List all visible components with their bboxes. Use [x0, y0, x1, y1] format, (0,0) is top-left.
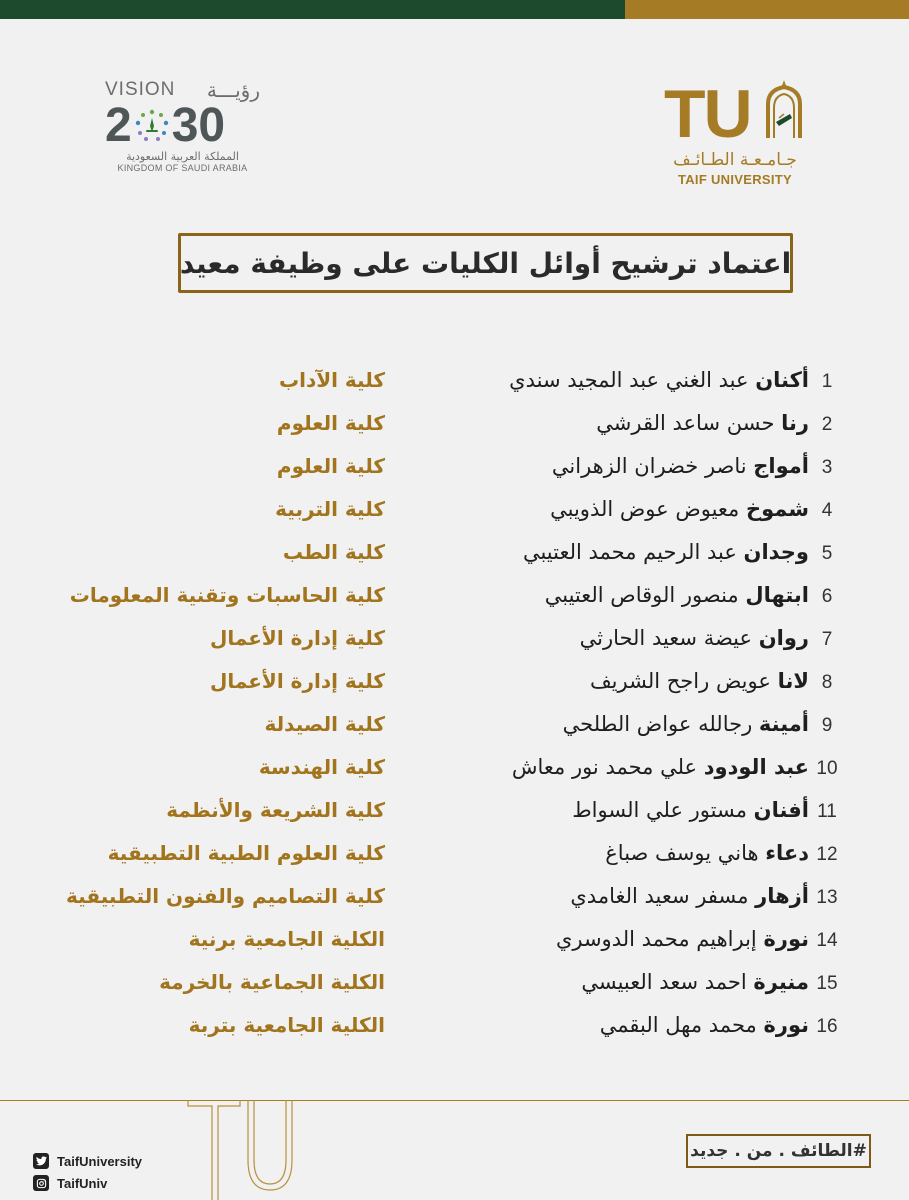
taif-university-logo: [660, 78, 810, 188]
nominee-first-name: روان: [758, 626, 809, 650]
list-item: [0, 1005, 909, 1048]
nominee-first-name: وجدان: [743, 540, 809, 564]
vision-year-right: 30: [171, 99, 226, 152]
vision-emblem-icon: [134, 108, 170, 144]
list-item: [0, 919, 909, 962]
row-number: 8: [821, 672, 833, 693]
nominee-first-name: أفنان: [753, 798, 809, 822]
nominee-name: [572, 798, 809, 822]
nominee-first-name: أمينة: [758, 712, 809, 736]
list-item: [0, 747, 909, 790]
vision-title-ar: رؤيـــة: [206, 78, 260, 102]
college-name: كلية العلوم الطبية التطبيقية: [107, 841, 385, 865]
row-number: 4: [821, 500, 833, 521]
row-number: 9: [821, 715, 833, 736]
nominee-name: [512, 755, 809, 779]
college-name: كلية إدارة الأعمال: [210, 669, 385, 693]
vision-year-left: 2: [105, 99, 132, 152]
nominee-family-name: حسن ساعد القرشي: [596, 411, 775, 435]
nominee-first-name: أمواج: [753, 454, 809, 478]
list-item: [0, 446, 909, 489]
nominee-first-name: منيرة: [753, 970, 809, 994]
row-number: 10: [816, 758, 838, 779]
college-name: كلية الشريعة والأنظمة: [166, 798, 385, 822]
college-name: كلية التربية: [275, 497, 385, 521]
list-item: [0, 962, 909, 1005]
nominee-first-name: أزهار: [755, 884, 809, 908]
row-number: 13: [816, 887, 838, 908]
list-item: [0, 360, 909, 403]
nominee-first-name: نورة: [763, 1013, 809, 1037]
instagram-icon: [33, 1175, 49, 1191]
nominee-family-name: علي محمد نور معاش: [511, 755, 698, 779]
row-number: 11: [817, 801, 837, 822]
list-item: [0, 704, 909, 747]
list-item: [0, 575, 909, 618]
row-number: 7: [821, 629, 833, 650]
row-number: 2: [821, 414, 833, 435]
page-title: اعتماد ترشيح أوائل الكليات على وظيفة معيد: [179, 246, 792, 280]
nominee-first-name: نورة: [763, 927, 809, 951]
nominee-name: [600, 1013, 809, 1037]
nominee-name: [550, 497, 809, 521]
nominee-first-name: دعاء: [765, 841, 809, 865]
social-twitter[interactable]: [33, 1153, 142, 1169]
college-name: كلية العلوم: [276, 454, 385, 478]
list-item: [0, 661, 909, 704]
vision-2030-logo: [105, 78, 260, 178]
row-number: 6: [821, 586, 833, 607]
row-number: 15: [816, 973, 838, 994]
nominee-name: [580, 626, 809, 650]
university-arch-icon: [760, 78, 808, 140]
nominee-first-name: ابتهال: [745, 583, 809, 607]
nominee-name: [509, 368, 809, 392]
nominee-family-name: عيضة سعيد الحارثي: [579, 626, 753, 650]
university-name-ar: جـامـعـة الطـائـف: [673, 150, 797, 170]
nominee-family-name: معيوض عوض الذويبي: [550, 497, 740, 521]
nominee-name: [596, 411, 809, 435]
college-name: كلية الطب: [282, 540, 385, 564]
twitter-icon: [33, 1153, 49, 1169]
nominee-first-name: شموخ: [745, 497, 809, 521]
vision-title-en: VISION: [105, 79, 176, 100]
row-number: 3: [821, 457, 833, 478]
list-item: [0, 403, 909, 446]
nominee-family-name: عويض راجح الشريف: [589, 669, 771, 693]
tu-letters: TU: [664, 76, 751, 152]
nominee-family-name: ناصر خضران الزهراني: [551, 454, 747, 478]
row-number: 12: [816, 844, 838, 865]
list-item: [0, 876, 909, 919]
nominee-name: [570, 884, 809, 908]
nominee-family-name: عبد الرحيم محمد العتيبي: [522, 540, 737, 564]
row-number: 14: [816, 930, 838, 951]
nominee-name: [552, 454, 809, 478]
college-name: كلية العلوم: [276, 411, 385, 435]
nominee-name: [581, 970, 809, 994]
list-item: [0, 790, 909, 833]
nominee-family-name: محمد مهل البقمي: [599, 1013, 757, 1037]
college-name: كلية الهندسة: [258, 755, 385, 779]
nominee-family-name: منصور الوقاص العتيبي: [544, 583, 739, 607]
nominee-first-name: لانا: [777, 669, 809, 693]
list-item: [0, 618, 909, 661]
nominee-name: [590, 669, 809, 693]
nominee-first-name: أكنان: [755, 368, 809, 392]
vision-country-en: KINGDOM OF SAUDI ARABIA: [117, 163, 248, 173]
nominee-name: [556, 927, 809, 951]
hashtag-badge: #الطائف . من . جديد: [686, 1134, 871, 1168]
nominee-first-name: رنا: [781, 411, 809, 435]
nominee-name: [605, 841, 809, 865]
nominee-name: [545, 583, 809, 607]
social-instagram[interactable]: [33, 1175, 107, 1191]
nominee-family-name: مستور علي السواط: [572, 798, 747, 822]
nominee-family-name: إبراهيم محمد الدوسري: [555, 927, 757, 951]
college-name: كلية إدارة الأعمال: [210, 626, 385, 650]
top-bar-green: [0, 0, 625, 19]
tu-outline-decoration: [186, 1100, 296, 1200]
row-number: 5: [821, 543, 833, 564]
top-bar-gold: [625, 0, 909, 19]
college-name: كلية الآداب: [278, 368, 385, 392]
list-item: [0, 833, 909, 876]
nominees-list: [0, 360, 909, 1048]
college-name: كلية التصاميم والفنون التطبيقية: [66, 884, 385, 908]
list-item: [0, 532, 909, 575]
college-name: كلية الصيدلة: [264, 712, 385, 736]
nominee-name: [563, 712, 809, 736]
college-name: الكلية الجماعية بالخرمة: [159, 970, 385, 994]
nominee-family-name: رجالله عواض الطلحي: [562, 712, 753, 736]
list-item: [0, 489, 909, 532]
row-number: 16: [816, 1016, 838, 1037]
nominee-family-name: هاني يوسف صباغ: [605, 841, 759, 865]
twitter-handle: TaifUniversity: [57, 1153, 143, 1169]
college-name: الكلية الجامعية بتربة: [188, 1013, 385, 1037]
university-name-en: TAIF UNIVERSITY: [677, 172, 793, 187]
nominee-family-name: احمد سعد العبيسي: [581, 970, 747, 994]
nominee-family-name: عبد الغني عبد المجيد سندي: [509, 368, 749, 392]
vision-country-ar: المملكة العربية السعودية: [126, 150, 239, 163]
footer-divider: [0, 1100, 909, 1101]
college-name: الكلية الجامعية برنية: [188, 927, 385, 951]
row-number: 1: [821, 371, 833, 392]
nominee-family-name: مسفر سعيد الغامدي: [570, 884, 749, 908]
nominee-first-name: عبد الودود: [703, 755, 809, 779]
instagram-handle: TaifUniv: [57, 1175, 108, 1191]
college-name: كلية الحاسبات وتقنية المعلومات: [69, 583, 385, 607]
nominee-name: [523, 540, 809, 564]
